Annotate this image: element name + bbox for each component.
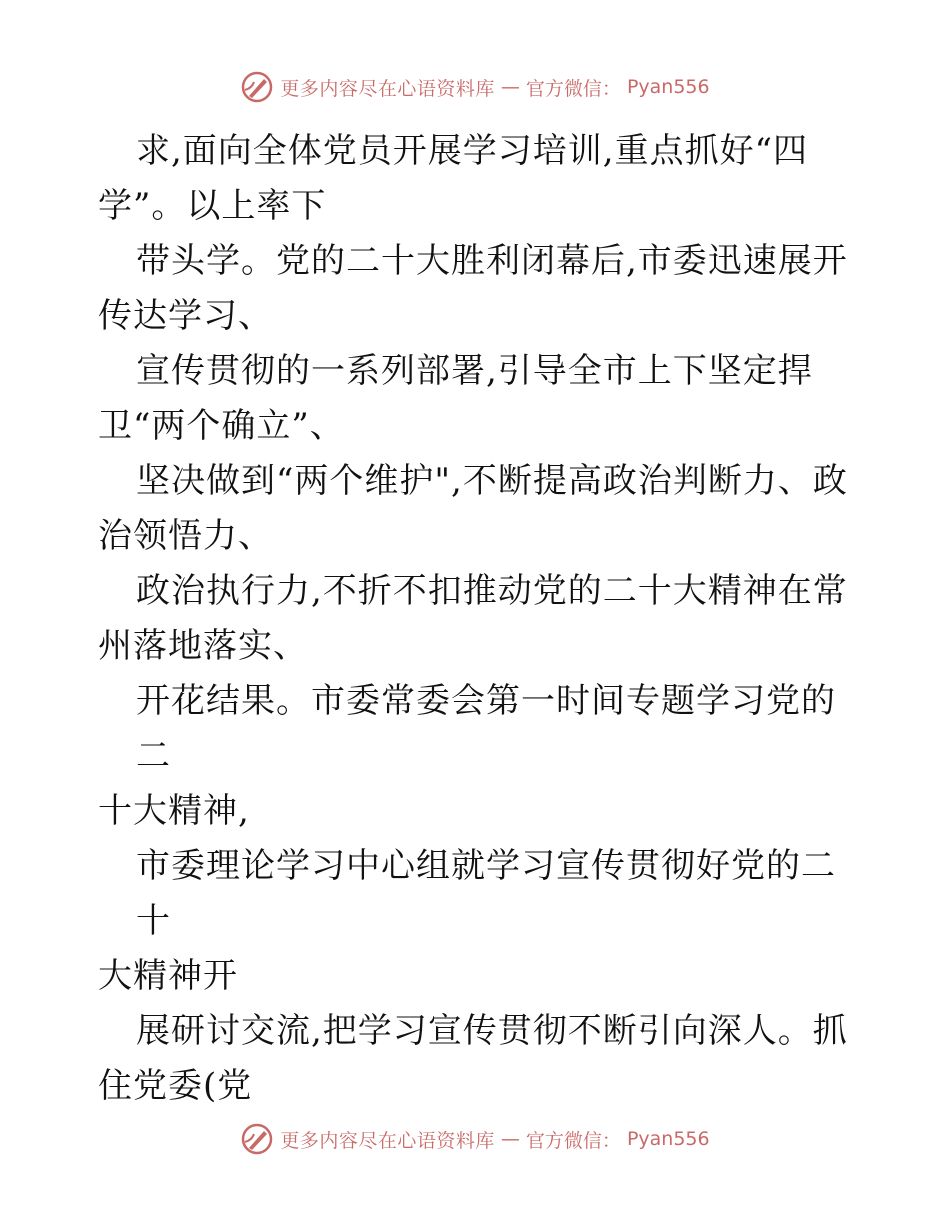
watermark-wechat-label: 官方微信： [525,1129,621,1152]
paragraph-7 [98,839,858,1004]
paragraph-1 [98,124,858,234]
paragraph-line: 治领悟力、 [98,516,273,556]
paragraph-8 [98,1004,858,1114]
quill-pen-icon [240,70,274,104]
paragraph-line: 坚决做到“两个维护",不断提高政治判断力、政 [136,461,848,501]
watermark-separator: — [500,76,520,98]
watermark-wechat-id: Pyan556 [626,1128,710,1150]
footer-watermark [0,1122,950,1156]
paragraph-line: 大精神开 [98,956,238,996]
quill-pen-icon [240,1122,274,1156]
watermark-text: 更多内容尽在心语资料库 [280,1129,495,1152]
paragraph-line: 政治执行力,不折不扣推动党的二十大精神在常 [136,571,848,611]
watermark-wechat-id: Pyan556 [626,76,710,98]
paragraph-line: 开花结果。市委常委会第一时间专题学习党的二 [136,681,836,776]
watermark-text: 更多内容尽在心语资料库 [280,77,495,100]
paragraph-5 [98,564,858,674]
watermark-wechat-label: 官方微信： [525,77,621,100]
paragraph-line: 州落地落实、 [98,626,308,666]
paragraph-line: 带头学。党的二十大胜利闭幕后,市委迅速展开 [136,241,848,281]
paragraph-line: 市委理论学习中心组就学习宣传贯彻好党的二十 [136,846,836,941]
paragraph-3 [98,344,858,454]
paragraph-line: 住党委(党 [98,1066,253,1106]
paragraph-line: 展研讨交流,把学习宣传贯彻不断引向深人。抓 [136,1011,848,1051]
paragraph-line: 求,面向全体党员开展学习培训,重点抓好“四 [136,131,808,171]
paragraph-line: 传达学习、 [98,296,273,336]
paragraph-line: 卫“两个确立”、 [98,406,345,446]
document-body [98,124,858,1114]
paragraph-2 [98,234,858,344]
paragraph-line: 学”。以上率下 [98,186,327,226]
paragraph-6 [98,674,858,839]
paragraph-line: 宣传贯彻的一系列部署,引导全市上下坚定捍 [136,351,813,391]
paragraph-4 [98,454,858,564]
watermark-separator: — [500,1128,520,1150]
header-watermark [0,70,950,104]
paragraph-line: 十大精神, [98,791,250,831]
